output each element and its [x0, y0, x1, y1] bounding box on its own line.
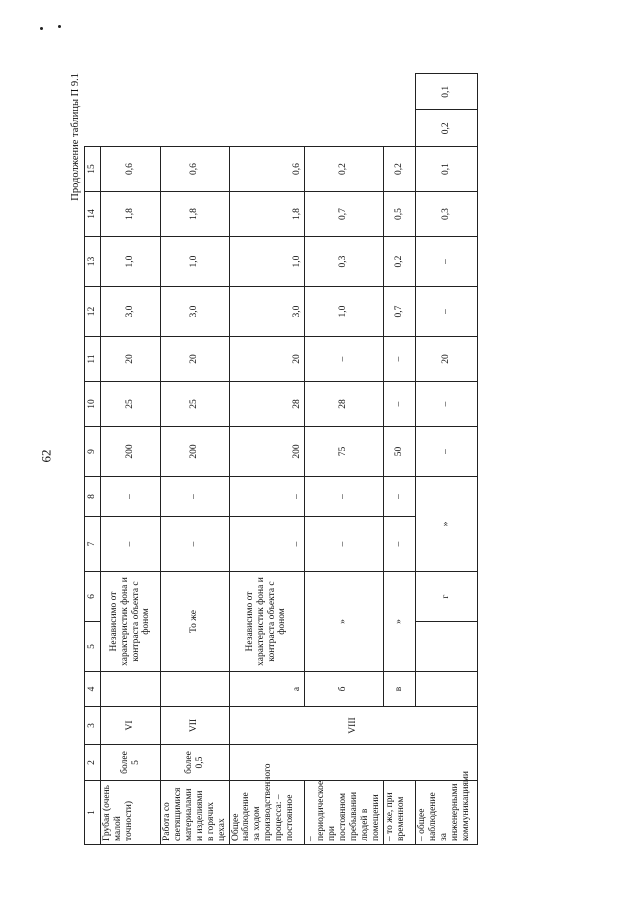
value-cell: –	[415, 427, 477, 477]
value-cell: 3,0	[229, 287, 304, 337]
value-cell: –	[101, 517, 161, 572]
subcategory-cell: а	[229, 672, 304, 707]
header-cell: 1	[85, 781, 101, 845]
value-cell: –	[304, 477, 383, 517]
work-description-cell: Работа со светящимися материалами и изделиями в горячих цехах	[161, 781, 230, 845]
header-cell: 8	[85, 477, 101, 517]
header-cell: 6	[85, 572, 101, 622]
work-description-cell: Общее наблюдение за ходом производственного процесса: – постоянное	[229, 781, 304, 845]
value-cell: –	[415, 382, 477, 427]
value-cell: –	[101, 477, 161, 517]
speck-mark	[40, 27, 43, 30]
value-cell: 1,0	[229, 237, 304, 287]
value-cell: 0,2	[383, 237, 415, 287]
value-cell: 3,0	[101, 287, 161, 337]
value-cell: 0,7	[383, 287, 415, 337]
value-cell: 20	[161, 337, 230, 382]
value-cell: 200	[101, 427, 161, 477]
header-cell: 5	[85, 622, 101, 672]
value-cell: 0,5	[383, 192, 415, 237]
value-cell: 0,2	[383, 147, 415, 192]
header-cell: 9	[85, 427, 101, 477]
value-cell: 1,0	[304, 287, 383, 337]
value-cell: 1,8	[101, 192, 161, 237]
value-cell: 28	[304, 382, 383, 427]
work-category-cell: VI	[101, 707, 161, 745]
contrast-background-cell: »	[415, 477, 477, 572]
value-cell: –	[383, 517, 415, 572]
value-cell: –	[383, 382, 415, 427]
contrast-background-cell: То же	[161, 572, 230, 672]
header-cell: 3	[85, 707, 101, 745]
value-cell: 20	[101, 337, 161, 382]
work-description-cell: – периодическое при постоянном пребывании людей в помещении	[304, 781, 383, 845]
rotated-table-frame	[70, 73, 471, 845]
contrast-background-cell: Независимо от характеристик фона и контраста объекта с фоном	[229, 572, 304, 672]
table-row	[101, 74, 161, 845]
value-cell: 20	[415, 337, 477, 382]
header-cell: 15	[85, 147, 101, 192]
subcategory-cell	[101, 672, 161, 707]
value-cell: 1,8	[229, 192, 304, 237]
contrast-background-cell: Независимо от характеристик фона и контраста объекта с фоном	[101, 572, 161, 672]
value-cell: 0,2	[304, 147, 383, 192]
work-description-cell: – то же, при временном	[383, 781, 415, 845]
contrast-background-cell: »	[304, 572, 383, 672]
value-cell: 0,6	[101, 147, 161, 192]
value-cell: 1,8	[161, 192, 230, 237]
value-cell: 25	[161, 382, 230, 427]
work-description-cell: – общее наблюдение за инженерными коммуникациями	[415, 781, 477, 845]
value-cell: 0,3	[304, 237, 383, 287]
value-cell: –	[229, 517, 304, 572]
header-row	[85, 74, 101, 845]
value-cell: 3,0	[161, 287, 230, 337]
header-cell: 12	[85, 287, 101, 337]
value-cell: 0,7	[304, 192, 383, 237]
value-cell: –	[383, 477, 415, 517]
header-cell: 13	[85, 237, 101, 287]
value-cell: 200	[161, 427, 230, 477]
table-row	[161, 74, 230, 845]
speck-mark	[58, 25, 61, 28]
subcategory-cell: в	[383, 672, 415, 707]
value-cell: –	[415, 287, 477, 337]
header-cell: 14	[85, 192, 101, 237]
work-category-cell	[415, 622, 477, 672]
value-cell: –	[161, 477, 230, 517]
lighting-norms-table	[84, 73, 478, 845]
subcategory-cell: г	[415, 572, 477, 622]
table-row	[229, 74, 304, 845]
header-cell: 2	[85, 745, 101, 781]
value-cell: 0,3	[415, 192, 477, 237]
value-cell: –	[229, 477, 304, 517]
object-size-cell: более 5	[101, 745, 161, 781]
page-number: 62	[38, 449, 54, 463]
value-cell: 28	[229, 382, 304, 427]
value-cell: 0,1	[415, 147, 477, 192]
value-cell: 1,0	[161, 237, 230, 287]
object-size-cell: более 0,5	[161, 745, 230, 781]
header-cell: 7	[85, 517, 101, 572]
value-cell: –	[161, 517, 230, 572]
value-cell: 20	[229, 337, 304, 382]
value-cell: 25	[101, 382, 161, 427]
subcategory-cell: б	[304, 672, 383, 707]
table-continuation-caption: Продолжение таблицы П 9.1	[70, 73, 81, 201]
value-cell: 0,1	[415, 74, 477, 111]
value-cell: –	[383, 337, 415, 382]
value-cell: 50	[383, 427, 415, 477]
value-cell: –	[304, 337, 383, 382]
value-cell: 0,6	[229, 147, 304, 192]
header-cell: 11	[85, 337, 101, 382]
contrast-background-cell: »	[383, 572, 415, 672]
work-category-cell: VII	[161, 707, 230, 745]
header-cell: 4	[85, 672, 101, 707]
value-cell: 75	[304, 427, 383, 477]
value-cell: –	[304, 517, 383, 572]
subcategory-cell	[161, 672, 230, 707]
header-cell: 10	[85, 382, 101, 427]
value-cell: 200	[229, 427, 304, 477]
value-cell: –	[415, 237, 477, 287]
value-cell: 0,6	[161, 147, 230, 192]
object-size-cell	[415, 672, 477, 707]
value-cell: 0,2	[415, 110, 477, 147]
work-description-cell: Грубая (очень малой точности)	[101, 781, 161, 845]
work-category-cell: VIII	[229, 707, 477, 745]
value-cell: 1,0	[101, 237, 161, 287]
table-container	[70, 73, 471, 845]
